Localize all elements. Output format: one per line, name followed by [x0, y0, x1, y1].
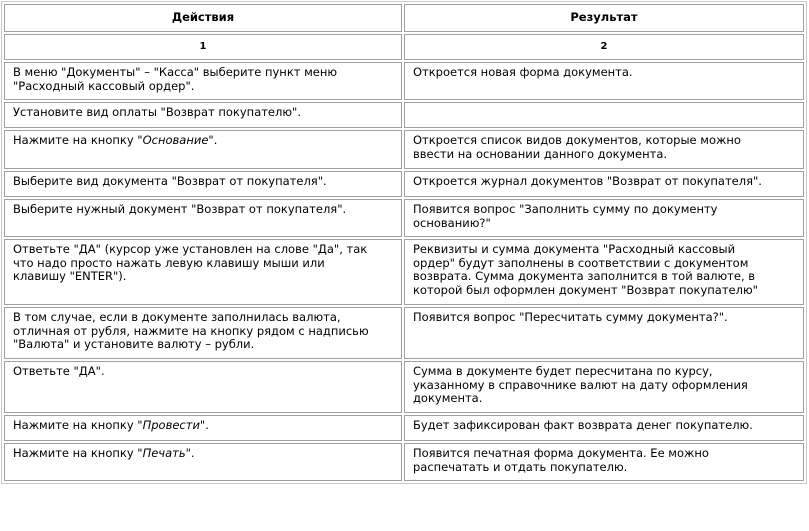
- action-text-end: .: [205, 418, 209, 432]
- action-cell: В том случае, если в документе заполнилась валюта, отличная от рубля, нажмите на кнопку рядом с надписью "Валюта" и установите валюту – рубли.: [4, 307, 402, 359]
- table-row: [4, 239, 804, 305]
- result-cell: Откроется новая форма документа.: [404, 62, 804, 100]
- result-cell: Будет зафиксирован факт возврата денег покупателю.: [404, 415, 804, 441]
- action-text: Нажмите на кнопку: [13, 446, 138, 460]
- column-number-1: 1: [4, 34, 402, 60]
- result-cell: Реквизиты и сумма документа "Расходный кассовый ордер" будут заполнены в соответствии с документом возврата. Сумма документа заполнится в той валюте, в которой был оформлен документ "Возврат покупателю": [404, 239, 804, 305]
- table-row: [4, 415, 804, 441]
- table-row: [4, 443, 804, 481]
- table-row: [4, 130, 804, 169]
- steps-table: [1, 1, 807, 484]
- result-cell: Откроется журнал документов "Возврат от покупателя".: [404, 171, 804, 197]
- table-row: [4, 307, 804, 359]
- action-cell: [4, 443, 402, 481]
- action-cell: В меню "Документы" – "Касса" выберите пункт меню "Расходный кассовый ордер".: [4, 62, 402, 100]
- action-cell: [4, 130, 402, 169]
- action-cell: Ответьте "ДА" (курсор уже установлен на слове "Да", так что надо просто нажать левую клавишу мыши или клавишу "ENTER").: [4, 239, 402, 305]
- column-number-row: [4, 34, 804, 60]
- action-cell: [4, 415, 402, 441]
- result-cell: Откроется список видов документов, которые можно ввести на основании данного документа.: [404, 130, 804, 169]
- action-cell: Установите вид оплаты "Возврат покупателю".: [4, 102, 402, 128]
- column-number-2: 2: [404, 34, 804, 60]
- button-name: "Печать": [137, 446, 191, 460]
- table-row: [4, 62, 804, 100]
- header-row: [4, 4, 804, 32]
- action-text: Нажмите на кнопку: [13, 133, 138, 147]
- button-name: "Основание": [137, 133, 214, 147]
- action-cell: Выберите нужный документ "Возврат от покупателя".: [4, 199, 402, 237]
- table-row: [4, 102, 804, 128]
- result-cell: Появится вопрос "Заполнить сумму по документу основанию?": [404, 199, 804, 237]
- button-name: "Провести": [137, 418, 206, 432]
- table-row: [4, 199, 804, 237]
- header-result: Результат: [404, 4, 804, 32]
- table-row: [4, 171, 804, 197]
- result-cell: Сумма в документе будет пересчитана по курсу, указанному в справочнике валют на дату оформления документа.: [404, 361, 804, 413]
- result-cell: [404, 102, 804, 128]
- action-cell: Выберите вид документа "Возврат от покупателя".: [4, 171, 402, 197]
- result-cell: Появится вопрос "Пересчитать сумму документа?".: [404, 307, 804, 359]
- action-text: Нажмите на кнопку: [13, 418, 138, 432]
- table-row: [4, 361, 804, 413]
- action-text-end: .: [190, 446, 195, 460]
- result-cell: Появится печатная форма документа. Ее можно распечатать и отдать покупателю.: [404, 443, 804, 481]
- action-cell: Ответьте "ДА".: [4, 361, 402, 413]
- header-actions: Действия: [4, 4, 402, 32]
- action-text-end: .: [213, 133, 218, 147]
